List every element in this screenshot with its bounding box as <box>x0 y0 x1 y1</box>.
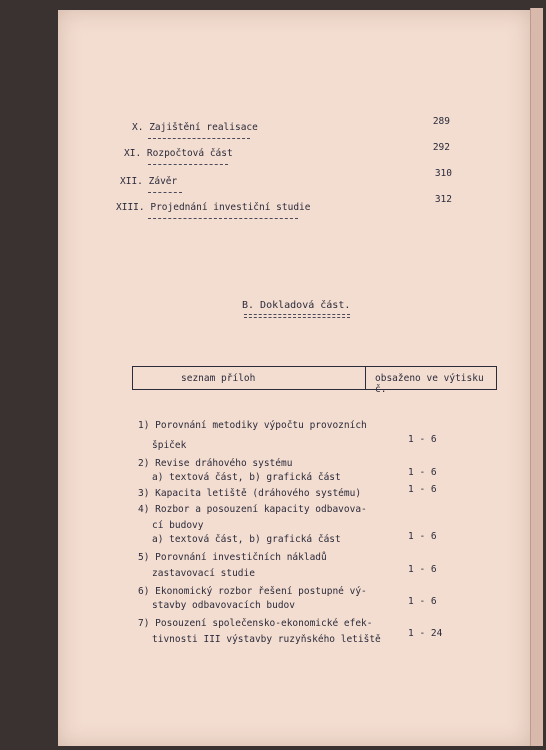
toc-roman: X. <box>132 122 144 133</box>
toc-underline <box>148 218 298 219</box>
list-item-line: špiček <box>152 440 187 451</box>
toc-underline <box>148 138 250 139</box>
column-header-copy: obsaženo ve výtisku č. <box>375 373 484 395</box>
copy-range: 1 - 6 <box>408 596 437 607</box>
copy-range: 1 - 6 <box>408 467 437 478</box>
toc-entry-xiii <box>116 202 311 213</box>
copy-range: 1 - 24 <box>408 628 443 639</box>
toc-entry-xi <box>124 148 233 159</box>
toc-underline <box>148 192 182 193</box>
list-item-line: a) textová část, b) grafická část <box>152 472 341 483</box>
toc-page: 289 <box>432 116 450 127</box>
column-header-list: seznam příloh <box>181 373 256 384</box>
list-item-line: 1) Porovnání metodiky výpočtu provozních <box>138 420 367 431</box>
copy-range: 1 - 6 <box>408 484 437 495</box>
attachments-table-header <box>132 366 497 395</box>
toc-page: 312 <box>434 194 452 205</box>
copy-range: 1 - 6 <box>408 531 437 542</box>
toc-page: 292 <box>432 142 450 153</box>
list-item-line: cí budovy <box>152 520 204 531</box>
list-item-line: a) textová část, b) grafická část <box>152 534 341 545</box>
list-item-line: 5) Porovnání investičních nákladů <box>138 552 327 563</box>
list-item-line: zastavovací studie <box>152 568 255 579</box>
section-underline <box>244 314 350 315</box>
copy-range: 1 - 6 <box>408 434 437 445</box>
list-item-line: stavby odbavovacích budov <box>152 600 295 611</box>
toc-title: Rozpočtová část <box>146 148 233 159</box>
section-underline <box>244 317 350 318</box>
list-item-line: 4) Rozbor a posouzení kapacity odbavova- <box>138 504 367 515</box>
toc-title: Projednání investiční studie <box>150 202 311 213</box>
list-item-line: 7) Posouzení společensko-ekonomické efek- <box>138 618 373 629</box>
column-divider <box>365 367 366 389</box>
section-title: B. Dokladová část. <box>242 300 351 311</box>
toc-page: 310 <box>434 168 452 179</box>
page-edge <box>530 8 543 746</box>
toc-roman: XII. <box>120 176 143 187</box>
toc-roman: XI. <box>124 148 142 159</box>
toc-entry-xii <box>120 176 177 187</box>
list-item-line: 2) Revise dráhového systému <box>138 458 293 469</box>
toc-title: Zajištění realisace <box>149 122 258 133</box>
toc-underline <box>148 164 228 165</box>
toc-roman: XIII. <box>116 202 145 213</box>
list-item-line: 3) Kapacita letiště (dráhového systému) <box>138 488 362 499</box>
copy-range: 1 - 6 <box>408 564 437 575</box>
list-item-line: 6) Ekonomický rozbor řešení postupné vý- <box>138 586 367 597</box>
toc-title: Závěr <box>148 176 178 187</box>
toc-entry-x <box>132 122 258 133</box>
list-item-line: tivnosti III výstavby ruzyňského letiště <box>152 634 381 645</box>
